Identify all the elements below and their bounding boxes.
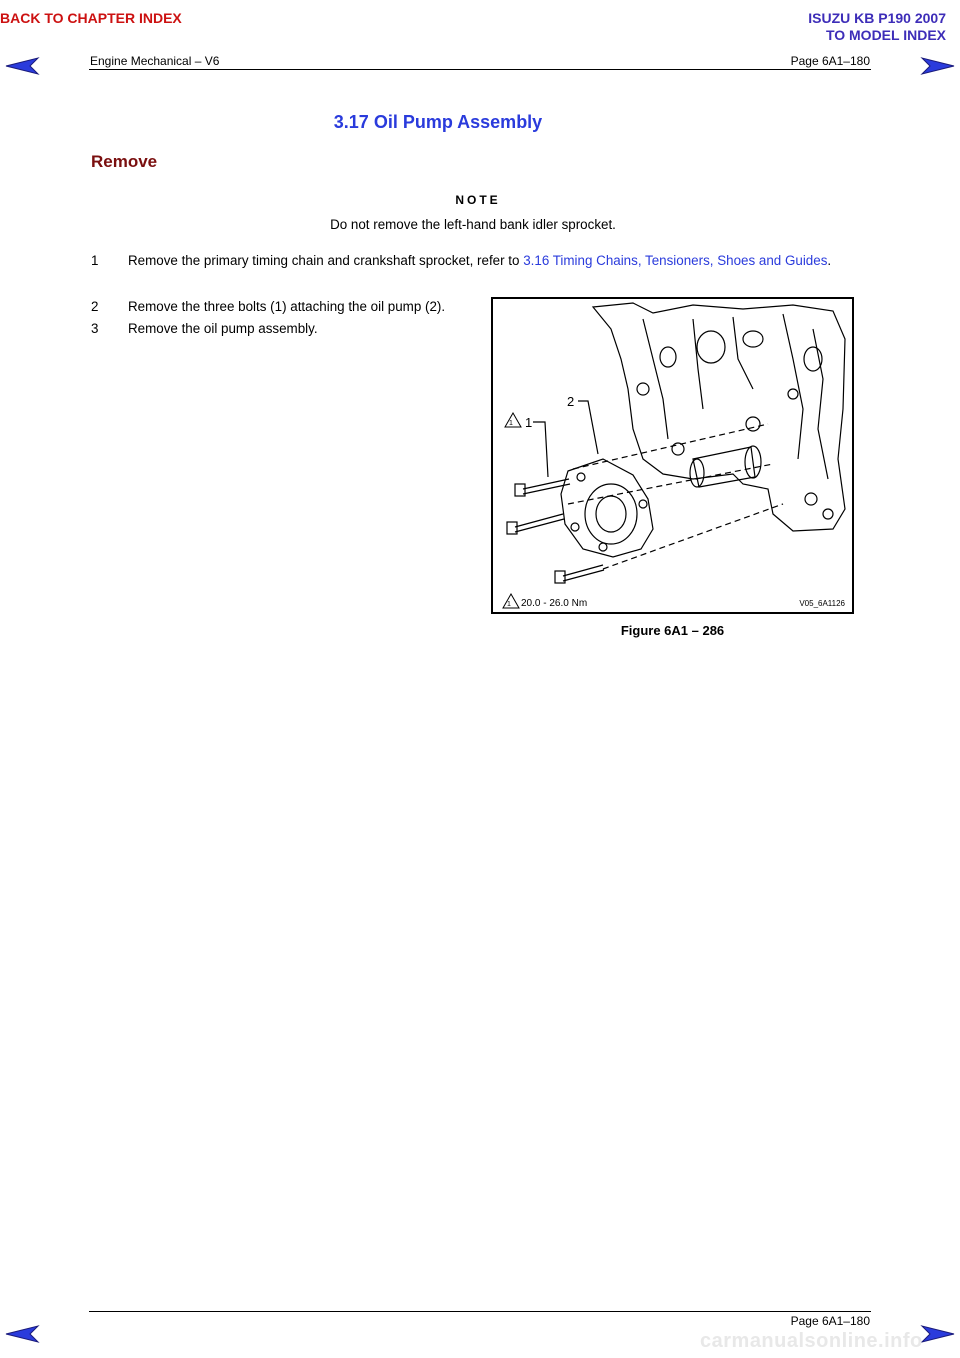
step-number: 2 (91, 299, 99, 314)
step-2-text: Remove the three bolts (1) attaching the oil pump (2). (128, 299, 446, 314)
figure-caption: Figure 6A1 – 286 (620, 623, 725, 638)
note-label: NOTE (455, 193, 501, 207)
back-to-chapter-index-link[interactable]: BACK TO CHAPTER INDEX (0, 10, 182, 26)
callout-triangle-label: 1 (509, 420, 513, 427)
remove-subheading: Remove (91, 152, 158, 171)
header-page-number: Page 6A1–180 (790, 54, 870, 68)
timing-chains-link[interactable]: 3.16 Timing Chains, Tensioners, Shoes and Guides (523, 253, 828, 268)
step-3-text: Remove the oil pump assembly. (128, 321, 318, 336)
section-title: 3.17 Oil Pump Assembly (333, 112, 543, 132)
oil-pump-illustration (493, 299, 852, 612)
step-1-text (128, 252, 858, 269)
torque-spec: 20.0 - 26.0 Nm (521, 598, 588, 609)
previous-page-arrow-icon[interactable] (4, 56, 40, 76)
step-number: 1 (91, 253, 99, 268)
note-text: Do not remove the left-hand bank idler sprocket. (330, 217, 616, 232)
step-1-prefix: Remove the primary timing chain and crankshaft sprocket, refer to (128, 253, 524, 268)
next-page-arrow-icon[interactable] (920, 56, 956, 76)
watermark: carmanualsonline.info (700, 1330, 923, 1352)
model-index-block[interactable] (686, 10, 946, 44)
header-rule (89, 69, 871, 70)
step-1-suffix: . (827, 253, 832, 268)
callout-1-label: 1 (525, 415, 533, 430)
footer-page-number: Page 6A1–180 (790, 1314, 870, 1328)
callout-2-label: 2 (567, 394, 575, 409)
previous-page-arrow-icon[interactable] (4, 1324, 40, 1344)
image-code: V05_6A1126 (799, 599, 845, 608)
model-title: ISUZU KB P190 2007 (808, 10, 946, 26)
to-model-index-link[interactable]: TO MODEL INDEX (825, 27, 946, 43)
oil-pump-figure (491, 297, 854, 614)
header-section-title: Engine Mechanical – V6 (90, 54, 220, 68)
step-number: 3 (91, 321, 99, 336)
next-page-arrow-icon[interactable] (920, 1324, 956, 1344)
footer-rule (89, 1311, 871, 1312)
torque-triangle-label: 1 (507, 601, 511, 608)
